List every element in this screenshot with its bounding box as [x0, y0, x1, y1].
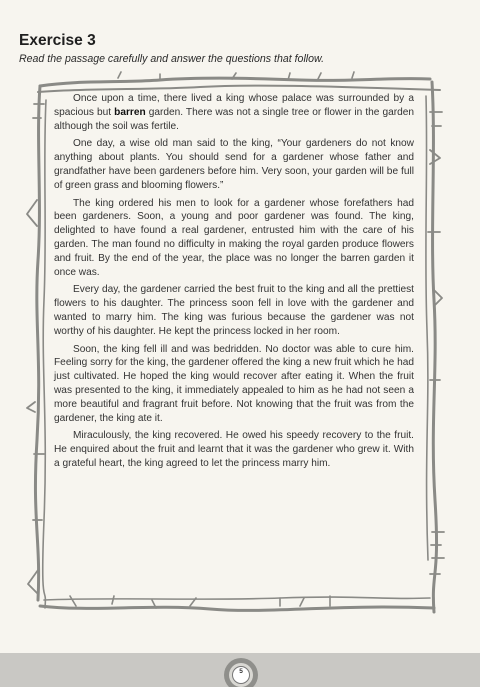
page-number: 5: [239, 668, 243, 675]
paragraph-3: The king ordered his men to look for a gardener whose forefathers had been gardeners. Soon, a young and poor gardener was found. The king, delighted to have found a real gardener, entrusted him with the care of his garden. The man found no difficulty in making the royal garden produce flowers and fruit. By the end of the year, the place was no longer the barren garden it once was.: [54, 197, 414, 278]
paragraph-2: One day, a wise old man said to the king, “Your gardeners do not know anything about plants. You should send for a gardener whose father and grandfather have been gardeners before him. Very soon, your garden will be full of green grass and blooming flowers.”: [54, 138, 414, 191]
exercise-instruction: Read the passage carefully and answer the questions that follow.: [19, 53, 325, 65]
paragraph-1: [54, 92, 414, 133]
paragraph-1-text-start: Once upon a time, there lived a king whose palace was surrounded by a spacious but: [54, 93, 414, 118]
exercise-title: Exercise 3: [19, 32, 96, 49]
passage: [54, 92, 414, 475]
highlighted-word: barren: [114, 106, 146, 118]
paragraph-1-text-end: garden. There was not a single tree or flower in the garden although the soil was fertile.: [54, 106, 414, 132]
paragraph-6: Miraculously, the king recovered. He owed his speedy recovery to the fruit. He enquired about the fruit and learnt that it was the gardener who grew it. With a grateful heart, the king agreed to let the princess marry him.: [54, 430, 414, 469]
paragraph-4: Every day, the gardener carried the best fruit to the king and all the prettiest flowers to his daughter. The princess soon fell in love with the gardener and wanted to marry him. The king was furious because the gardener was not worthy of his daughter. He kept the princess locked in her room.: [54, 284, 414, 337]
paragraph-5: Soon, the king fell ill and was bedridden. No doctor was able to cure him. Feeling sorry for the king, the gardener offered the king a new fruit which he had just cultivated. He hoped the king would recover after eating it. When the fruit was presented to the king, it immediately appealed to him as he had not seen a more beautiful and fragrant fruit before. Not knowing that the fruit was from the gardener, the king ate it.: [54, 343, 414, 424]
